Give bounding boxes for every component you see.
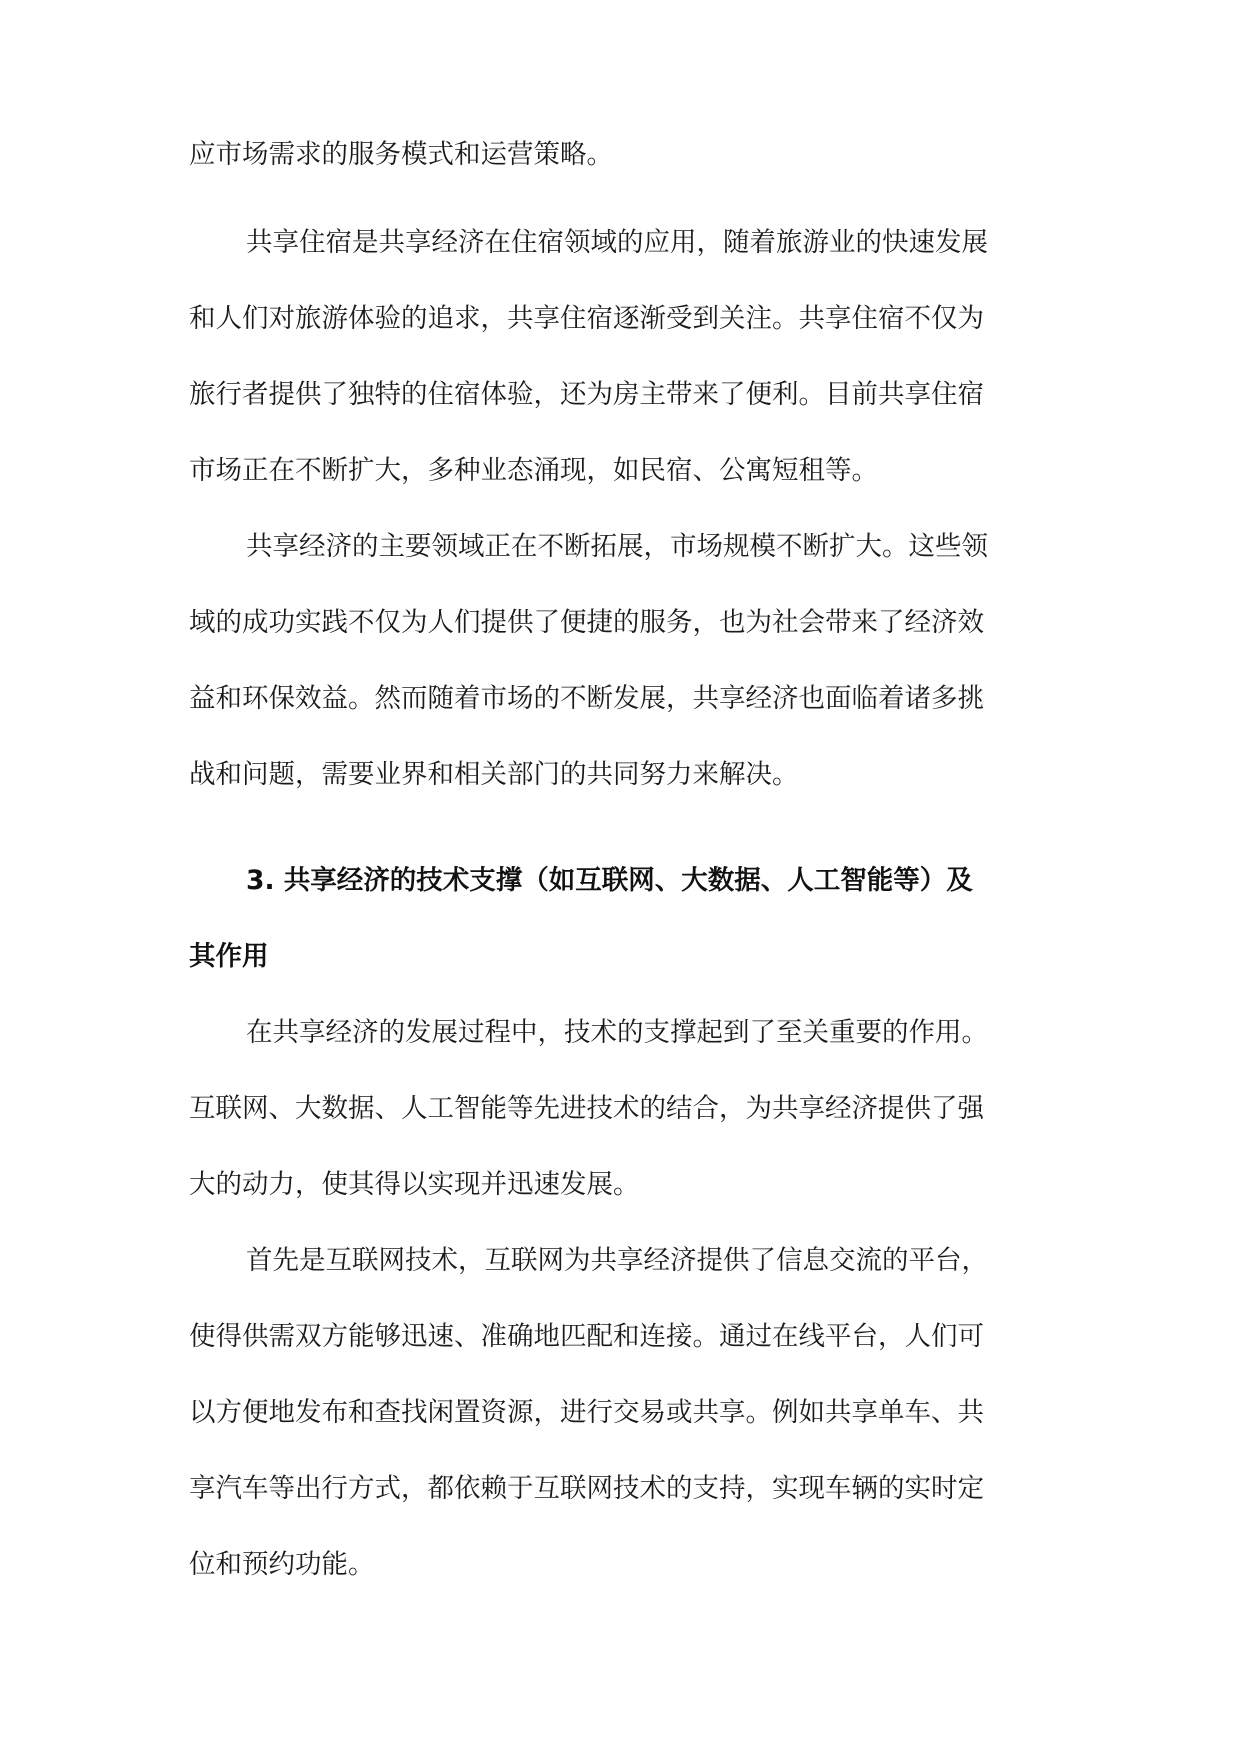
- paragraph-line: 战和问题，需要业界和相关部门的共同努力来解决。: [189, 759, 799, 790]
- paragraph-line: 市场正在不断扩大，多种业态涌现，如民宿、公寓短租等。: [189, 455, 878, 486]
- paragraph-line: 互联网、大数据、人工智能等先进技术的结合，为共享经济提供了强: [189, 1093, 984, 1124]
- paragraph-line: 大的动力，使其得以实现并迅速发展。: [189, 1169, 640, 1200]
- paragraph-line: 在共享经济的发展过程中，技术的支撑起到了至关重要的作用。: [246, 1017, 988, 1048]
- paragraph-line: 位和预约功能。: [189, 1549, 375, 1580]
- paragraph-line: 共享住宿是共享经济在住宿领域的应用，随着旅游业的快速发展: [246, 227, 988, 258]
- paragraph-line: 以方便地发布和查找闲置资源，进行交易或共享。例如共享单车、共: [189, 1397, 984, 1428]
- paragraph-line: 首先是互联网技术，互联网为共享经济提供了信息交流的平台，: [246, 1245, 988, 1276]
- paragraph-line: 共享经济的主要领域正在不断拓展，市场规模不断扩大。这些领: [246, 531, 988, 562]
- paragraph-line: 益和环保效益。然而随着市场的不断发展，共享经济也面临着诸多挑: [189, 683, 984, 714]
- section-heading: 3. 共享经济的技术支撑（如互联网、大数据、人工智能等）及: [246, 865, 973, 896]
- paragraph-line: 旅行者提供了独特的住宿体验，还为房主带来了便利。目前共享住宿: [189, 379, 984, 410]
- paragraph-line: 享汽车等出行方式，都依赖于互联网技术的支持，实现车辆的实时定: [189, 1473, 984, 1504]
- section-heading: 其作用: [189, 941, 269, 972]
- paragraph-line: 和人们对旅游体验的追求，共享住宿逐渐受到关注。共享住宿不仅为: [189, 303, 984, 334]
- paragraph-line: 使得供需双方能够迅速、准确地匹配和连接。通过在线平台，人们可: [189, 1321, 984, 1352]
- paragraph-line: 应市场需求的服务模式和运营策略。: [189, 139, 613, 170]
- paragraph-line: 域的成功实践不仅为人们提供了便捷的服务，也为社会带来了经济效: [189, 607, 984, 638]
